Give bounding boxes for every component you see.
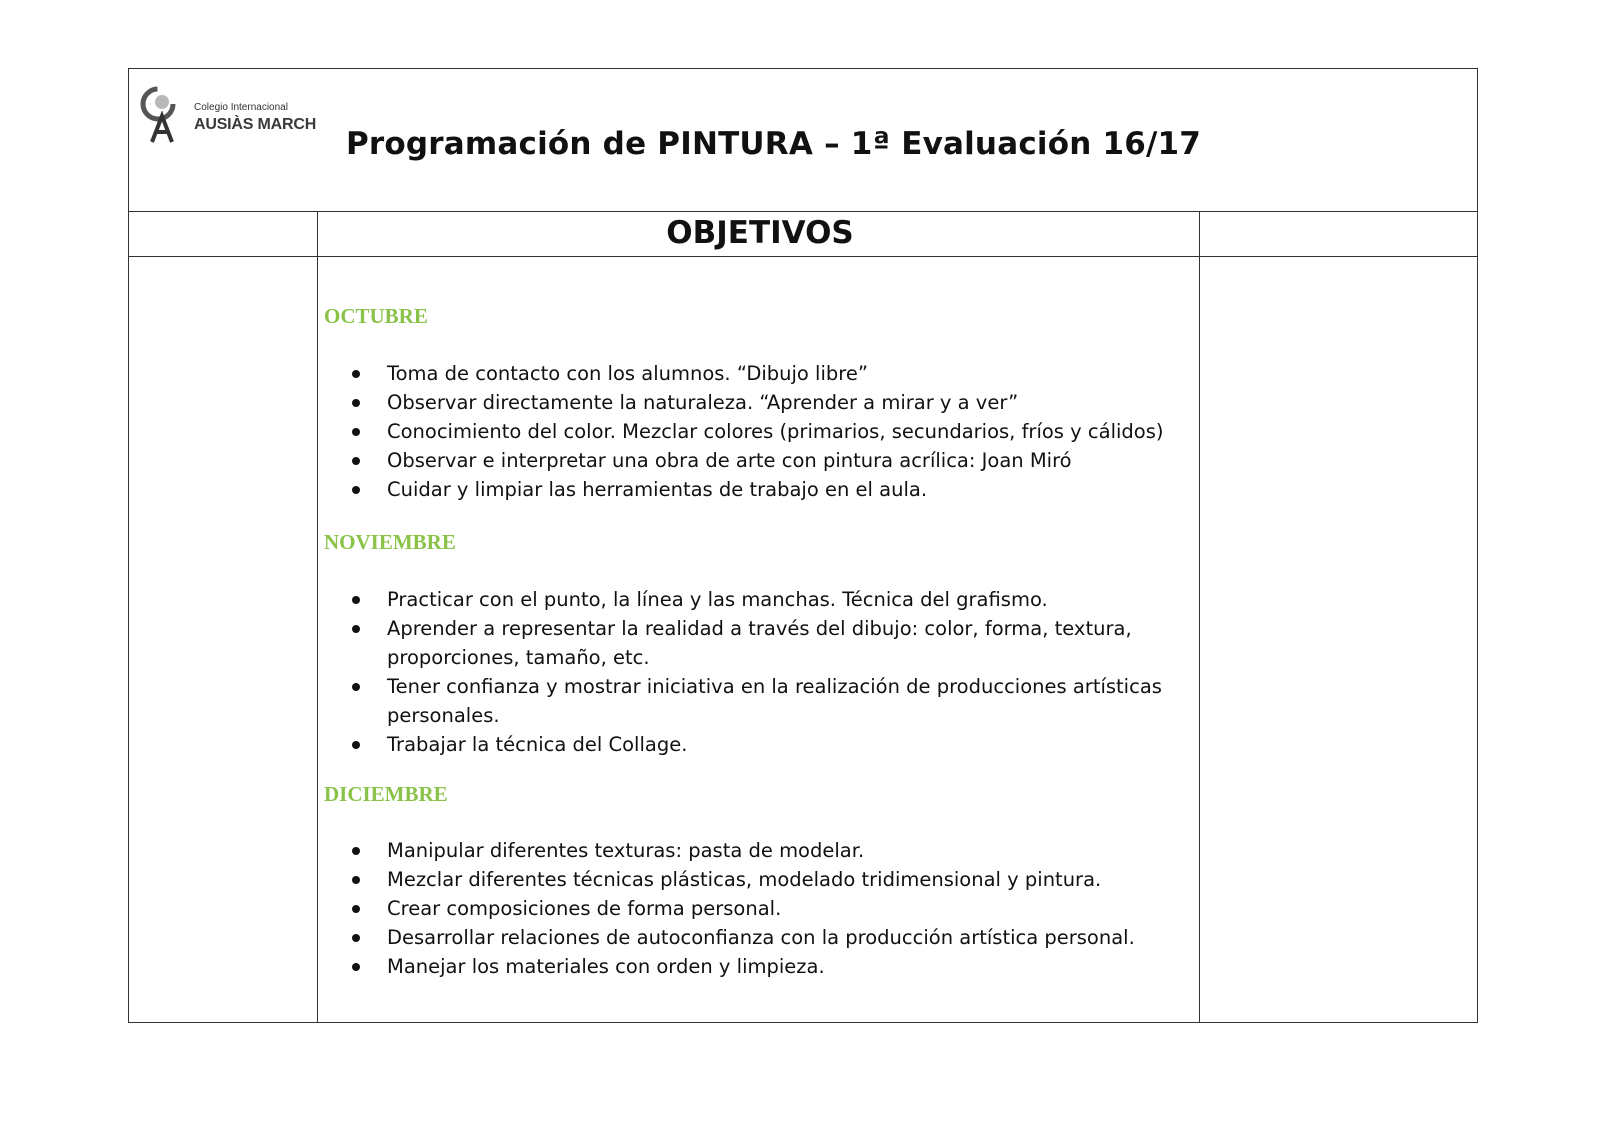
bullet-icon xyxy=(352,876,360,884)
objective-item: Manipular diferentes texturas: pasta de modelar. xyxy=(387,839,865,862)
bullet-icon xyxy=(352,596,360,604)
objective-item: Desarrollar relaciones de autoconfianza con la producción artística personal. xyxy=(387,926,1135,949)
objective-item: Crear composiciones de forma personal. xyxy=(387,897,782,920)
bullet-icon xyxy=(352,934,360,942)
objective-item: Observar directamente la naturaleza. “Aprender a mirar y a ver” xyxy=(387,391,1019,414)
bullet-icon xyxy=(352,486,360,494)
objectives-divider xyxy=(128,256,1478,257)
bullet-icon xyxy=(352,963,360,971)
objective-item: proporciones, tamaño, etc. xyxy=(387,646,650,669)
objective-item: personales. xyxy=(387,704,500,727)
logo-subtitle: Colegio Internacional xyxy=(194,102,288,113)
left-column-divider xyxy=(317,211,318,1023)
logo-name: AUSIÀS MARCH xyxy=(194,116,317,133)
bullet-icon xyxy=(352,741,360,749)
objective-item: Tener confianza y mostrar iniciativa en la realización de producciones artísticas xyxy=(387,675,1162,698)
objective-item: Aprender a representar la realidad a través del dibujo: color, forma, textura, xyxy=(387,617,1132,640)
objective-item: Practicar con el punto, la línea y las manchas. Técnica del grafismo. xyxy=(387,588,1048,611)
objective-item: Manejar los materiales con orden y limpieza. xyxy=(387,955,825,978)
bullet-icon xyxy=(352,905,360,913)
month-heading: DICIEMBRE xyxy=(324,782,448,806)
bullet-icon xyxy=(352,370,360,378)
bullet-icon xyxy=(352,847,360,855)
right-column-divider xyxy=(1199,211,1200,1023)
objective-item: Observar e interpretar una obra de arte con pintura acrílica: Joan Miró xyxy=(387,449,1072,472)
bullet-icon xyxy=(352,683,360,691)
month-heading: NOVIEMBRE xyxy=(324,530,456,554)
month-heading: OCTUBRE xyxy=(324,304,428,328)
bullet-icon xyxy=(352,457,360,465)
bullet-icon xyxy=(352,625,360,633)
objective-item: Trabajar la técnica del Collage. xyxy=(387,733,688,756)
objectives-heading: OBJETIVOS xyxy=(666,215,854,251)
school-logo-icon xyxy=(138,82,338,146)
document-title: Programación de PINTURA – 1ª Evaluación 16/17 xyxy=(346,126,1202,162)
objective-item: Toma de contacto con los alumnos. “Dibujo libre” xyxy=(387,362,868,385)
objective-item: Mezclar diferentes técnicas plásticas, modelado tridimensional y pintura. xyxy=(387,868,1102,891)
bullet-icon xyxy=(352,399,360,407)
objective-item: Conocimiento del color. Mezclar colores (primarios, secundarios, fríos y cálidos) xyxy=(387,420,1164,443)
header-divider xyxy=(128,211,1478,212)
objective-item: Cuidar y limpiar las herramientas de trabajo en el aula. xyxy=(387,478,928,501)
bullet-icon xyxy=(352,428,360,436)
